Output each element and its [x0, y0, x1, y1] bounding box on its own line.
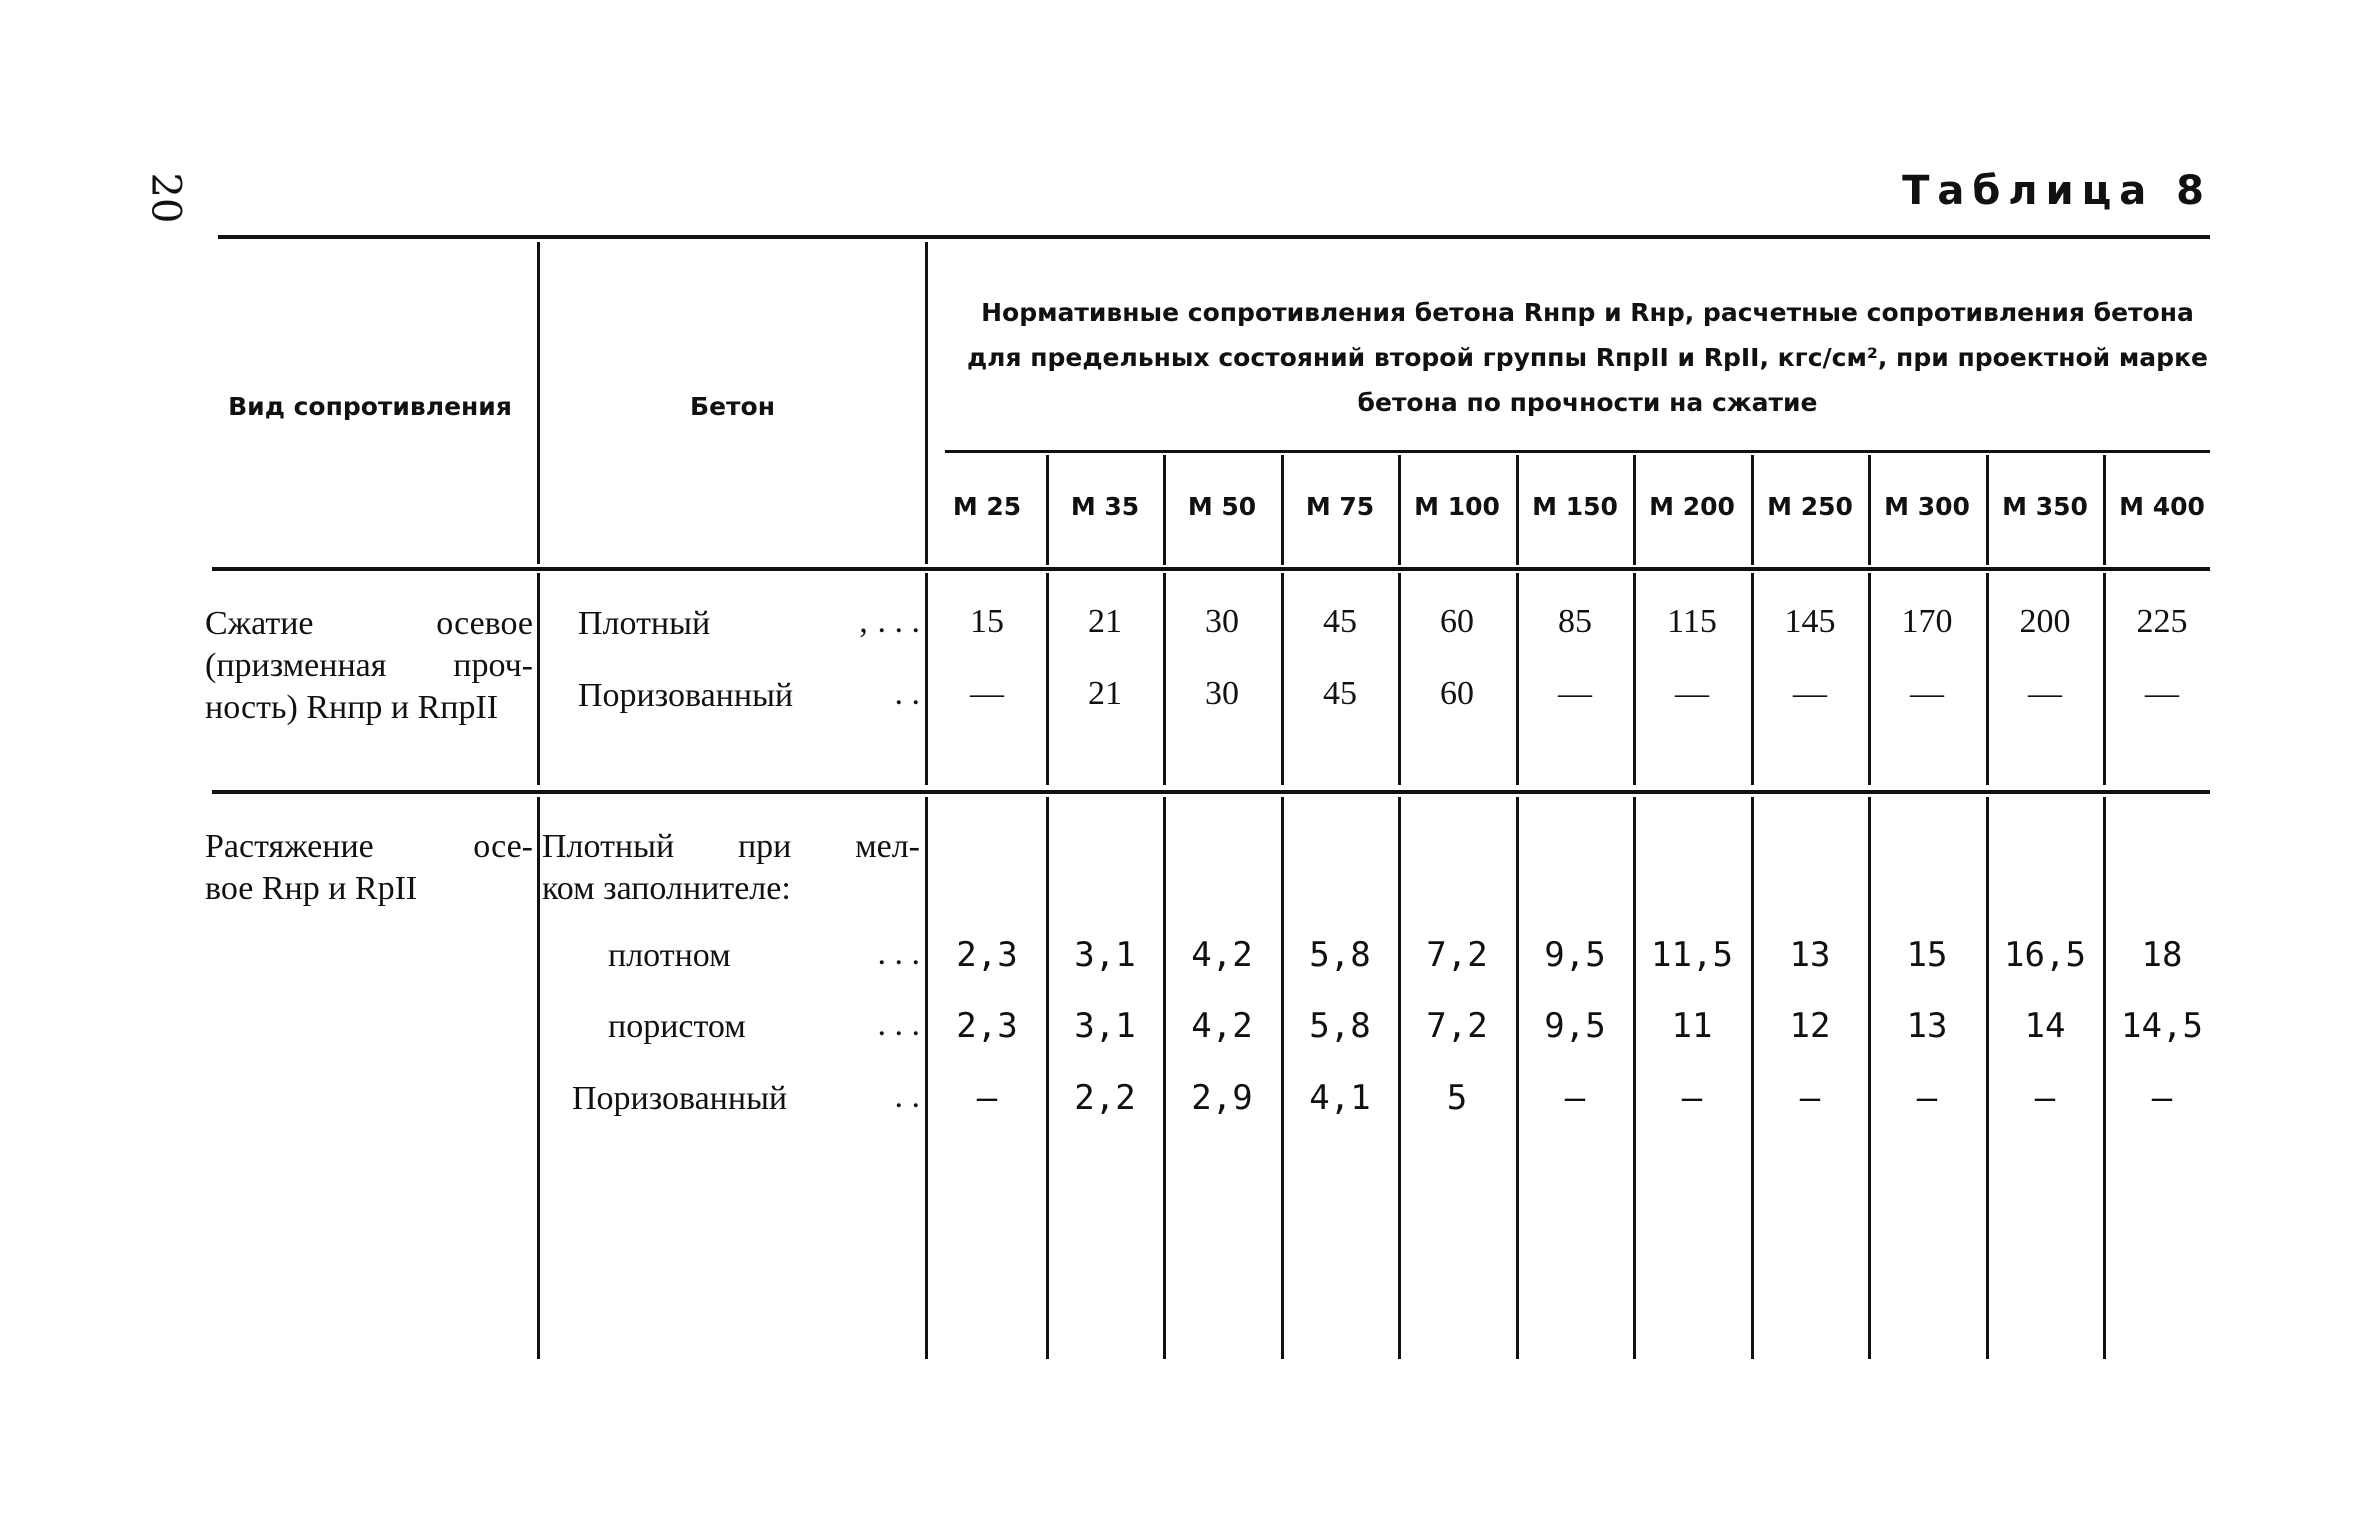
- grade-header: М 75: [1305, 492, 1375, 521]
- grade-header: М 350: [2002, 492, 2088, 521]
- rule-grades-top: [945, 450, 2210, 453]
- table-cell: —: [2145, 675, 2179, 712]
- header-concrete: Бетон: [690, 392, 775, 421]
- table-cell: —: [2034, 1078, 2056, 1118]
- section-compression-type: [205, 603, 533, 729]
- table-cell: 170: [1901, 603, 1953, 640]
- row-leader-dots: . .: [894, 1078, 920, 1115]
- col-rule-type: [537, 573, 540, 785]
- table-cell: 9,5: [1544, 935, 1606, 975]
- header-resistance-type: Вид сопротивления: [228, 392, 512, 421]
- grade-header: М 150: [1532, 492, 1618, 521]
- table-cell: 3,1: [1074, 1006, 1136, 1046]
- table-cell: 14,5: [2121, 1006, 2203, 1046]
- table-cell: 45: [1323, 603, 1357, 640]
- table-cell: 60: [1440, 603, 1474, 640]
- table-cell: 15: [1906, 935, 1948, 975]
- table-cell: 21: [1088, 603, 1122, 640]
- table-cell: 45: [1323, 675, 1357, 712]
- grade-header: М 400: [2119, 492, 2205, 521]
- table-cell: 13: [1789, 935, 1831, 975]
- grade-header: М 200: [1649, 492, 1735, 521]
- table-cell: 11: [1671, 1006, 1713, 1046]
- page-number: 20: [142, 172, 189, 224]
- table-cell: 21: [1088, 675, 1122, 712]
- table-cell: 4,1: [1309, 1078, 1371, 1118]
- subhead-dense-fine: [542, 826, 920, 910]
- table-cell: 5,8: [1309, 935, 1371, 975]
- grade-header: М 100: [1414, 492, 1500, 521]
- row-label: плотном: [608, 937, 731, 974]
- section-tension-type: [205, 826, 533, 910]
- table-cell: 11,5: [1651, 935, 1733, 975]
- row-leader-dots: . . .: [877, 1006, 920, 1043]
- table-cell: 14: [2024, 1006, 2066, 1046]
- table-cell: 15: [970, 603, 1004, 640]
- table-cell: —: [2151, 1078, 2173, 1118]
- table-cell: 2,2: [1074, 1078, 1136, 1118]
- table-cell: 200: [2019, 603, 2071, 640]
- table-cell: 16,5: [2004, 935, 2086, 975]
- table-cell: 4,2: [1191, 1006, 1253, 1046]
- table-cell: 5: [1446, 1078, 1468, 1118]
- row-leader-dots: ‚ . . .: [857, 603, 920, 640]
- grade-header: М 250: [1767, 492, 1853, 521]
- grade-header: М 25: [952, 492, 1022, 521]
- rule-section-divider: [212, 790, 2210, 794]
- table-cell: 60: [1440, 675, 1474, 712]
- table-cell: 85: [1558, 603, 1592, 640]
- table-cell: —: [1799, 1078, 1821, 1118]
- table-caption: Таблица 8: [1902, 168, 2212, 214]
- table-cell: 3,1: [1074, 935, 1136, 975]
- table-cell: 4,2: [1191, 935, 1253, 975]
- type-line: Растяжение осе-: [205, 828, 533, 865]
- table-cell: 2,3: [956, 935, 1018, 975]
- table-cell: —: [2028, 675, 2062, 712]
- type-line: ность) Rнпр и RпрII: [205, 689, 499, 726]
- table-cell: —: [1910, 675, 1944, 712]
- rule-header-bottom: [212, 567, 2210, 571]
- table-cell: 2,3: [956, 1006, 1018, 1046]
- header-span-text: Нормативные сопротивления бетона Rнпр и Rнр, расчетные сопротивления бетона для предельных состояний второй группы RпрII и RpII, кгс/см², при проектной марке бетона по прочности на сжатие: [966, 298, 2208, 417]
- grade-header: М 35: [1070, 492, 1140, 521]
- table-cell: 30: [1205, 675, 1239, 712]
- table-cell: 115: [1667, 603, 1717, 640]
- row-label: Плотный: [578, 605, 711, 642]
- table-cell: 12: [1789, 1006, 1831, 1046]
- header-span: [965, 290, 2210, 425]
- grade-header: М 300: [1884, 492, 1970, 521]
- table-cell: —: [1558, 675, 1592, 712]
- table-cell: —: [1793, 675, 1827, 712]
- row-leader-dots: . .: [894, 675, 920, 712]
- type-line: (призменная проч-: [205, 647, 533, 684]
- grade-header: М 50: [1187, 492, 1257, 521]
- table-cell: 145: [1784, 603, 1836, 640]
- table-cell: 5,8: [1309, 1006, 1371, 1046]
- rule-top: [218, 235, 2210, 239]
- table-cell: 7,2: [1426, 1006, 1488, 1046]
- table-cell: —: [970, 675, 1004, 712]
- table-cell: 30: [1205, 603, 1239, 640]
- col-rule-type: [537, 797, 540, 1359]
- row-leader-dots: . . .: [877, 935, 920, 972]
- type-line: вое Rнр и RpII: [205, 870, 418, 907]
- row-label: пористом: [608, 1008, 746, 1045]
- table-cell: 2,9: [1191, 1078, 1253, 1118]
- table-cell: —: [976, 1078, 998, 1118]
- table-cell: 9,5: [1544, 1006, 1606, 1046]
- table-cell: —: [1681, 1078, 1703, 1118]
- table-cell: 18: [2141, 935, 2183, 975]
- table-cell: 225: [2136, 603, 2188, 640]
- subhead-line: ком заполнителе:: [542, 870, 791, 907]
- table-cell: —: [1675, 675, 1709, 712]
- table-cell: —: [1564, 1078, 1586, 1118]
- table-cell: 13: [1906, 1006, 1948, 1046]
- type-line: Сжатие осевое: [205, 605, 533, 642]
- subhead-line: Плотный при мел-: [542, 828, 920, 865]
- table-cell: —: [1916, 1078, 1938, 1118]
- row-label: Поризованный: [578, 677, 794, 714]
- table-cell: 7,2: [1426, 935, 1488, 975]
- row-label: Поризованный: [572, 1080, 788, 1117]
